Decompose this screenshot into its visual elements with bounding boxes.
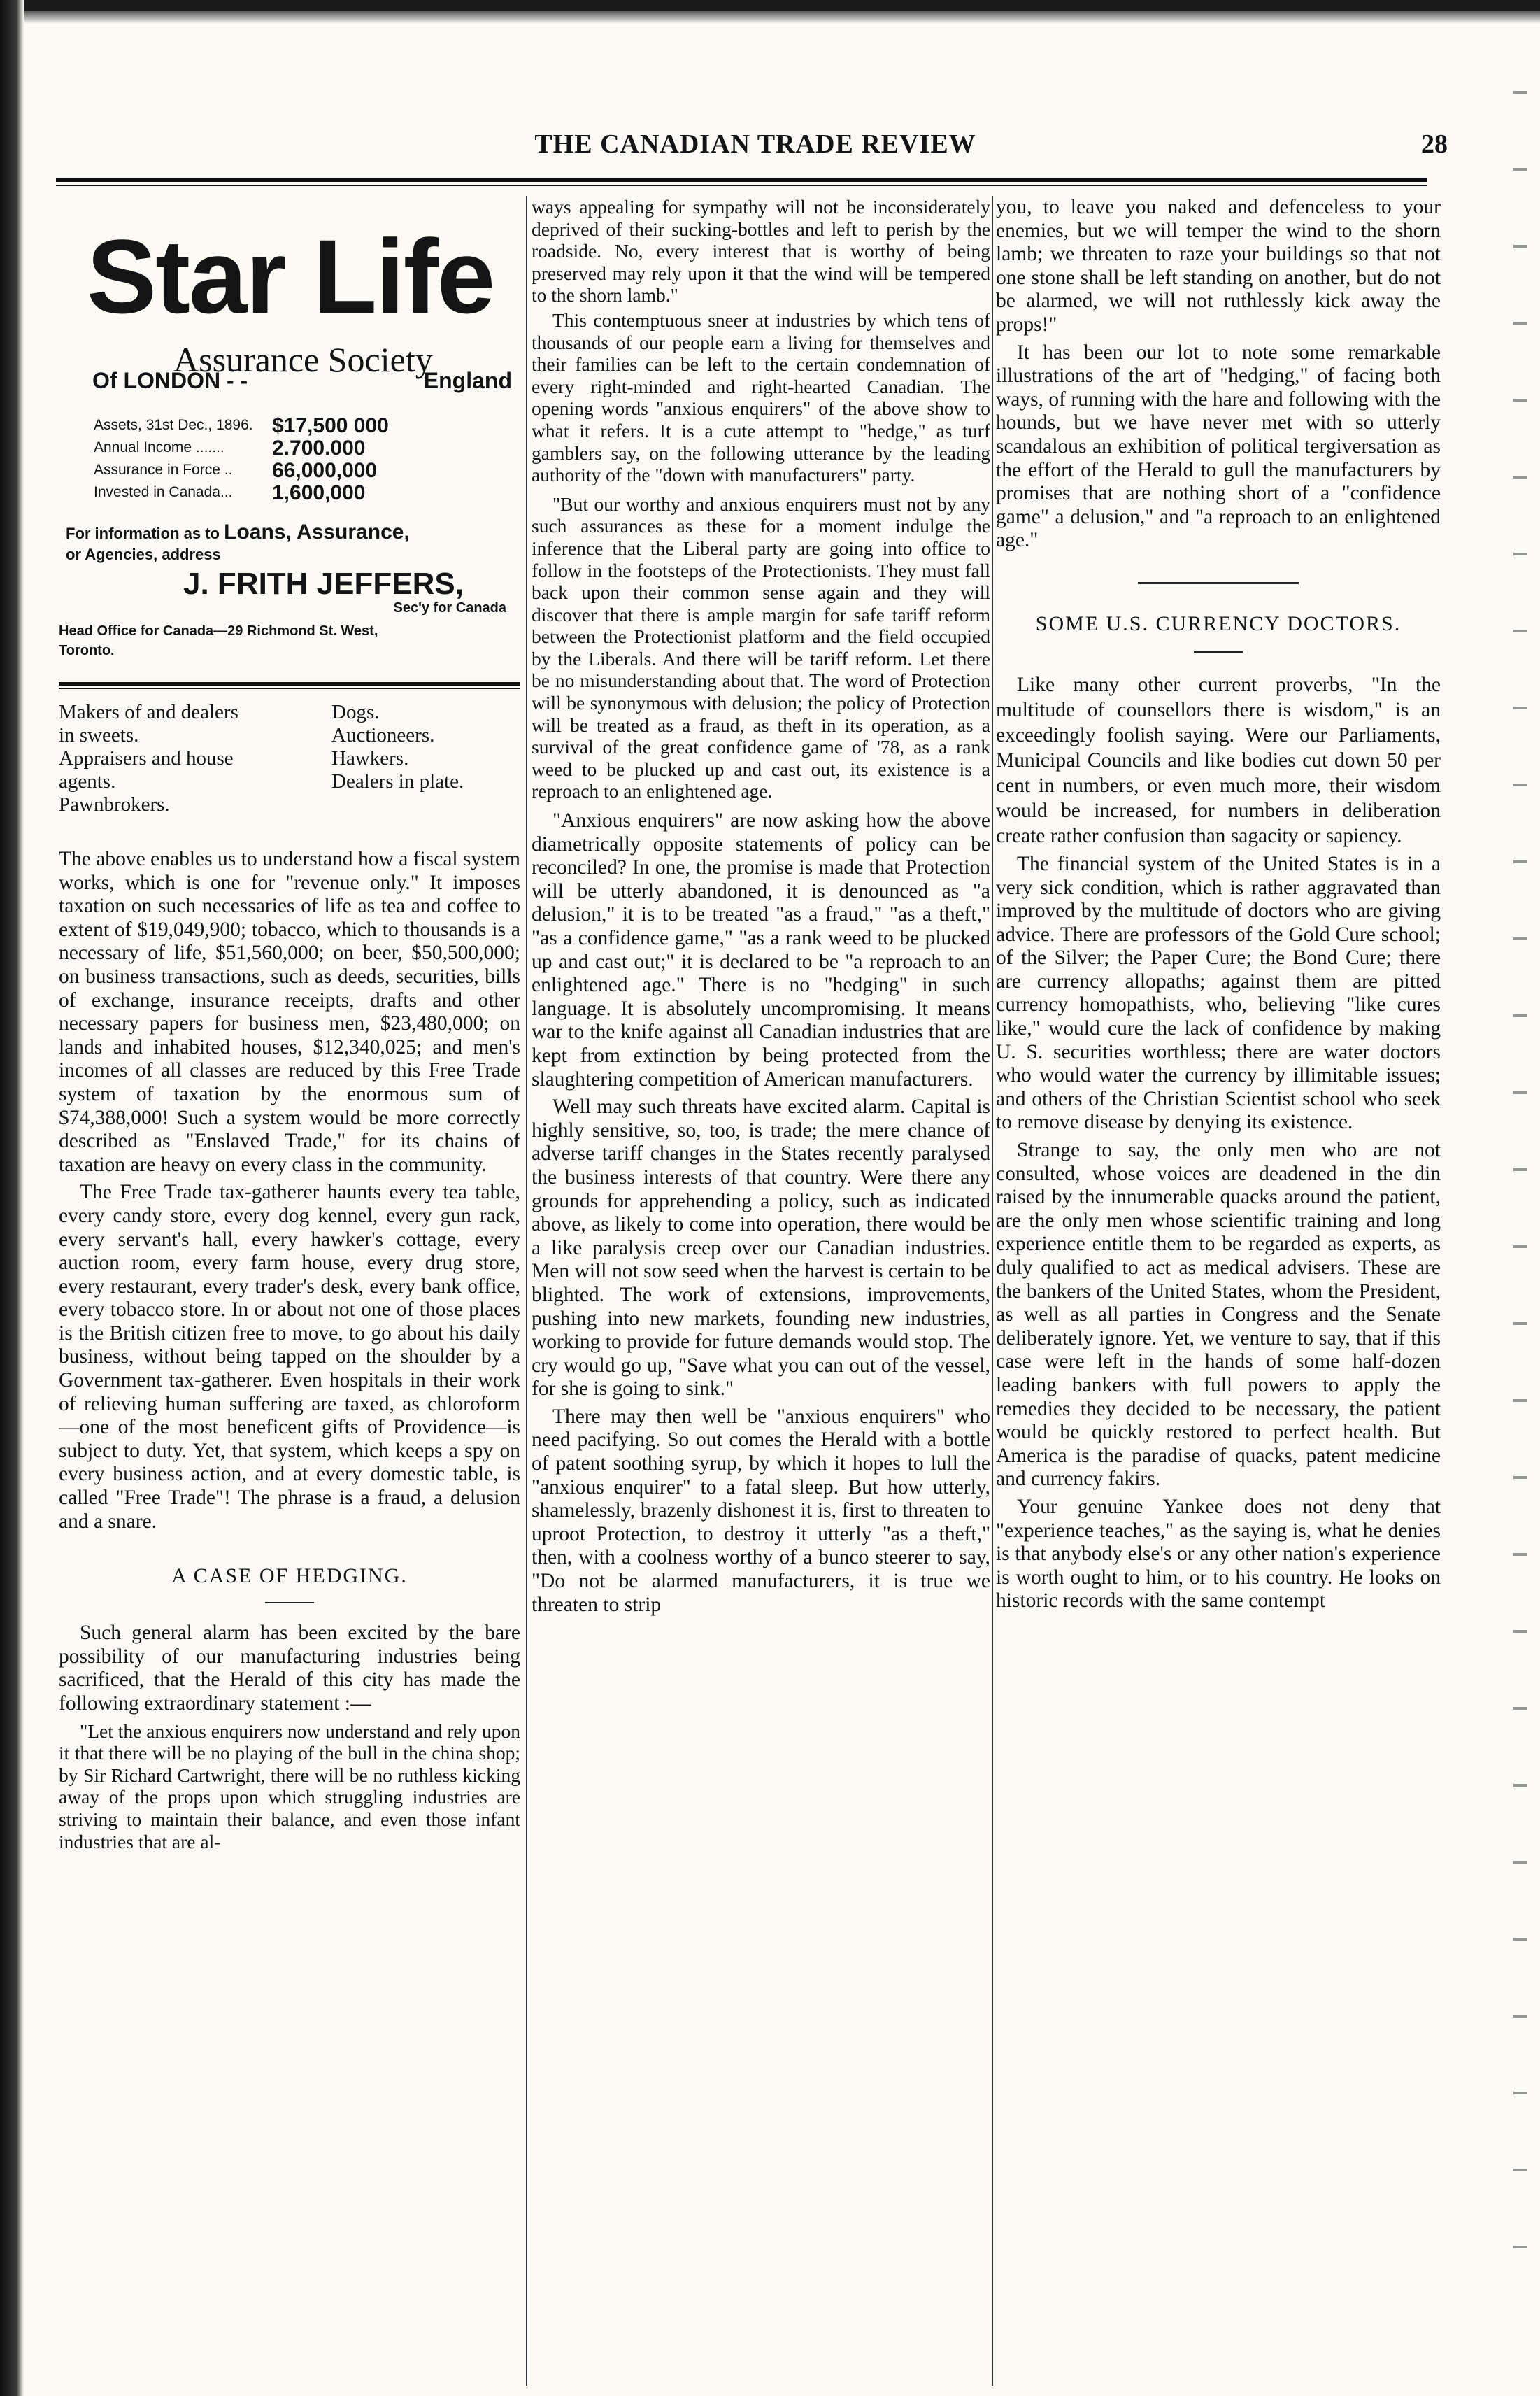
header-rule [56,178,1427,182]
advert-title: Star Life [87,218,494,335]
column-divider-1 [526,196,527,2386]
page-number: 28 [1421,129,1448,159]
section-heading: A CASE OF HEDGING. [171,1564,408,1588]
quoted-paragraph: "But our worthy and anxious enquirers must not by any such assurances as these for a moment indulge the inference that the Liberal party are going into office to follow in the footsteps of the Protectionists. They must fall back upon their common sense again and they will discover that there is ample margin for safe tariff reform between the Protectionist platform and the field occupied by the Liberals. And there will be tariff reform. Let there be no misunderstanding about that. The word of Protection will be synonymous with delusion; the policy of Protection will be treated as a fraud, as theft in its operation, as a survival of the great confidence game of '78, as a rank weed to be plucked up and cast out, its existence is a reproach to an enlightened age. [532,492,990,802]
section-heading: SOME U.S. CURRENCY DOCTORS. [1035,611,1402,635]
stat-row [94,459,499,481]
running-head [56,129,1455,171]
header-rule-thin [56,185,1427,186]
scan-edge-right [1513,56,1527,2295]
advert-rule [59,682,520,686]
stat-label: Annual Income ....... [94,439,224,455]
paragraph: Like many other current proverbs, "In the multitude of counsellors there is wisdom," is an exceedingly foolish saying. Were our Parliaments, Municipal Councils and like bodies cut down 50 per cent in numbers, or even much more, their wisdom would be increased, for numbers in deliberation create rather confusion than sagacity or sapiency. [996,673,1441,847]
paragraph: "Anxious enquirers" are now asking how the above diametrically opposite statements of policy can be reconciled? In one, the promise is made that Protection will be utterly abandoned, it is denounced as "a delusion," it is to be treated "as a fraud," "as a theft," "as a confidence game," "as a rank weed to be plucked up and cast out;" it is declared to be "a reproach to an enlightened age." There is no "hedging" in such language. It is absolutely uncompromising. It means war to the knife against all Canadian industries that are kept from extinction by being protected from the slaughtering competition of American manufacturers. [532,809,990,1091]
paragraph: It has been our lot to note some remarkable illustrations of the art of "hedging," of facing both ways, of running with the hare and following with the hounds, but we have never met with so utterly scandalous an exhibition of political tergiversation as the effort of the Herald to gull the manufacturers by promises that are nothing short of a "confidence game" a delusion," and "a reproach to an enlightened age." [996,341,1441,552]
paragraph: Such general alarm has been excited by the bare possibility of our manufacturing industries being sacrificed, that the Herald of this city has made the following extraordinary statement :— [59,1622,520,1715]
quoted-paragraph: "Let the anxious enquirers now understand and rely upon it that there will be no playing of the bull in the china shop; by Sir Richard Cartwright, there will be no ruthless kicking away of the props upon which struggling industries are striving to maintain their balance, and even those infant industries that are al- [59,1720,520,1852]
stat-value: $17,500 000 [272,414,389,437]
star-life-advertisement [59,196,520,687]
column-2 [532,196,990,1617]
journal-title: THE CANADIAN TRADE REVIEW [534,129,976,159]
advert-stats [94,414,499,504]
office-address: Head Office for Canada—29 Richmond St. West, Toronto. [59,623,378,658]
stat-value: 66,000,000 [272,459,378,482]
column-1 [59,196,520,1852]
advert-origin-country: England [423,368,512,393]
advert-rule-thin [59,688,520,689]
advert-origin-city: Of LONDON - - [92,368,248,393]
stat-label: Assurance in Force .. [94,462,233,478]
column-3 [996,196,1441,1613]
taxed-trades-right: Dogs. Auctioneers. Hawkers. Dealers in plate. [331,701,464,793]
stat-value: 1,600,000 [272,481,366,504]
agent-name: J. FRITH JEFFERS, [183,567,464,601]
paragraph: The above enables us to understand how a fiscal system works, which is one for "revenue only." It imposes taxation on such necessaries of life as tea and coffee to extent of $19,049,900; tobacco, which to thousands is a necessary of life, $51,560,000; on beer, $50,500,000; on business transactions, such as deeds, securities, bills of exchange, insurance receipts, drafts and other necessary papers for business men, $23,480,000; on lands and inhabited houses, $12,340,025; and men's incomes of all classes are reduced by this Free Trade system of taxation by the enormous sum of $74,388,000! Such a system would be more correctly described as "Enslaved Trade," for its chains of taxation are heavy on every class in the community. [59,848,520,1176]
quoted-paragraph: ways appealing for sympathy will not be inconsiderately deprived of their sucking-bottles and left to perish by the roadside. No, every interest that is worthy of being preserved may rely upon it that the wind will be tempered to the shorn lamb." [532,196,990,306]
agent-role: Sec'y for Canada [393,600,506,616]
column-divider-2 [992,196,993,2386]
quoted-paragraph: you, to leave you naked and defenceless to your enemies, but we will temper the wind to the shorn lamb; we threaten to raze your buildings so that not one stone shall be left standing on another, but do not be alarmed, we will not ruthlessly kick away the props!" [996,196,1441,336]
paragraph: Your genuine Yankee does not deny that "experience teaches," as the saying is, what he denies is that anybody else's or any other nation's experience is worth ought to him, or to his country. He looks on historic records with the same contempt [996,1495,1441,1612]
paragraph: Well may such threats have excited alarm. Capital is highly sensitive, so, too, is trade; the mere chance of adverse tariff changes in the States recently paralysed the business interests of that country. Were there any grounds for apprehending a policy, such as indicated above, as likely to come into operation, there would be a like paralysis creep over our Canadian industries. Men will not sow seed when the harvest is certain to be blighted. The work of extensions, improvements, pushing into new markets, founding new industries, working to provide for future demands would stop. The cry would go up, "Save what you can out of the vessel, for she is going to sink." [532,1096,990,1401]
taxed-trades-list [59,701,520,848]
heading-rule [265,1602,314,1603]
scan-edge-top [0,0,1540,11]
paragraph: There may then well be "anxious enquirers" who need pacifying. So out comes the Herald with a bottle of patent soothing syrup, by which it hopes to lull the "anxious enquirer" to a fatal sleep. But how utterly, shamelessly, brazenly dishonest it is, first to threaten to uproot Protection, to destroy it utterly "as a theft," then, with a coolness worthy of a bunco steerer to say, "Do not be alarmed manufacturers, it is true we threaten to strip [532,1405,990,1616]
advert-subtitle: Assurance Society [173,340,433,379]
stat-label: Invested in Canada... [94,484,233,500]
taxed-trades-left: Makers of and dealers in sweets. Appraisers and house agents. Pawnbrokers. [59,701,238,816]
advert-info-services: Loans, Assurance, [224,520,410,544]
advert-info-line2: or Agencies, address [66,546,221,563]
stat-row [94,437,499,459]
paragraph: This contemptuous sneer at industries by which tens of thousands of our people earn a living for themselves and their families can be left to the certain condemnation of every right-minded and right-hearted Canadian. The opening words "anxious enquirers" of the above show to what it refers. It is a cute attempt to "hedge," as turf gamblers say, on the following utterance by the leading authority of the "down with manufacturers" party. [532,309,990,486]
scan-edge-shadow [0,11,1540,24]
stat-row [94,481,499,504]
scan-edge-left [0,0,24,2396]
stat-row [94,414,499,437]
paragraph: The Free Trade tax-gatherer haunts every tea table, every candy store, every dog kennel, every gun rack, every servant's hall, every hawker's cottage, every auction room, every farm house, every drug store, every restaurant, every trader's desk, every bank office, every tobacco store. In or about not one of those places is the British citizen free to move, to go about his daily business, without being tapped on the shoulder by a Government tax-gatherer. Even hospitals in their work of relieving human suffering are taxed, as chloroform—one of the most beneficent gifts of Providence—is subject to duty. Yet, that system, which keeps a spy on every business action, and at every domestic table, is called "Free Trade"! The phrase is a fraud, a delusion and a snare. [59,1181,520,1533]
advert-origin [92,368,512,394]
paragraph: The financial system of the United States is in a very sick condition, which is rather aggravated than improved by the multitude of doctors who are giving advice. There are professors of the Gold Cure school; of the Silver; the Paper Cure; the Bond Cure; there are currency allopaths; against them are pitted currency homopathists, who, believing "like cures like," would cure the lack of confidence by making U. S. securities worthless; there are water doctors who would water the currency by illimitable issues; and others of the Christian Scientist school who seek to remove disease by denying its existence. [996,852,1441,1134]
advert-info-prefix: For information as to [66,525,220,542]
stat-value: 2.700.000 [272,437,366,460]
stat-label: Assets, 31st Dec., 1896. [94,417,253,433]
advert-information [66,522,513,565]
paragraph: Strange to say, the only men who are not consulted, whose voices are deadened in the din raised by the innumerable quacks around the patient, are the only men whose scientific training and long experience entitle them to be regarded as experts, as duly qualified to act as medical advisers. These are the bankers of the United States, whom the President, as well as all parties in Congress and the Senate deliberately ignore. Yet, we venture to say, that if this case were left in the hands of some half-dozen leading bankers with full powers to apply the remedies they decided to be necessary, the patient would be quickly restored to perfect health. But America is the paradise of quacks, patent medicine and currency fakirs. [996,1139,1441,1491]
article-separator [1138,582,1299,584]
heading-rule [1194,651,1243,653]
